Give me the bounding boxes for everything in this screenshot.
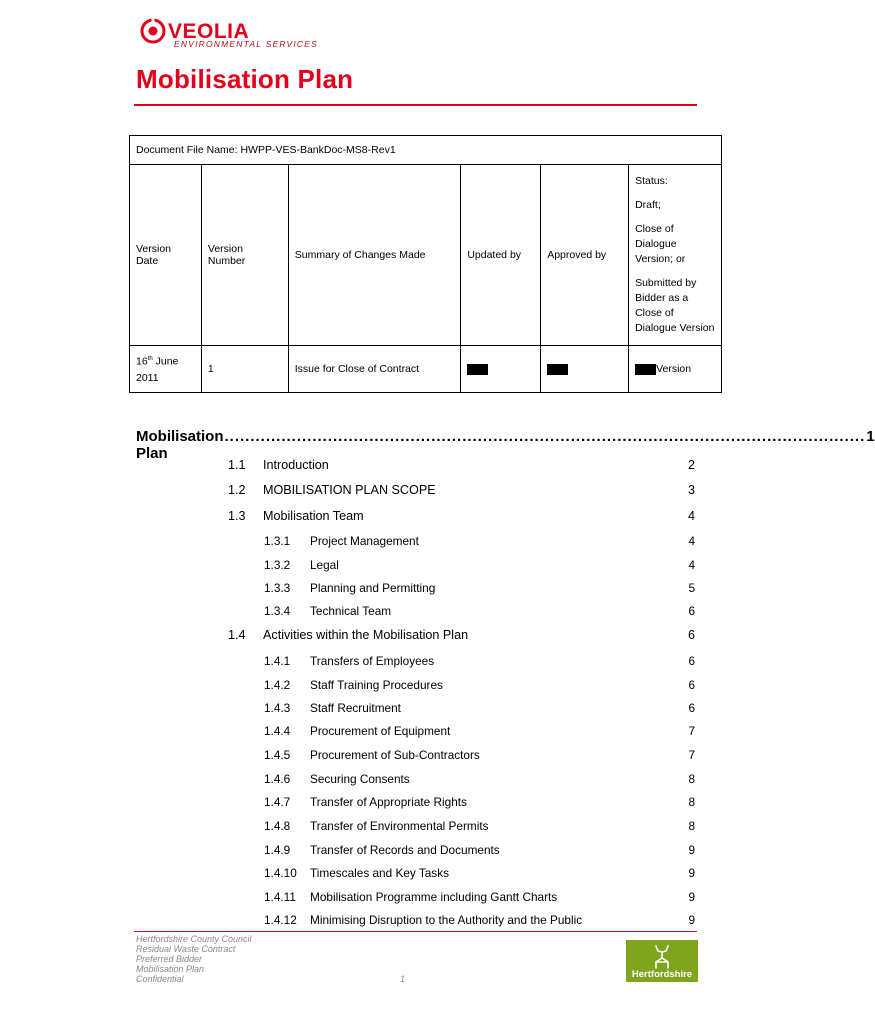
toc-entry[interactable]: [264, 581, 695, 595]
toc-entry[interactable]: [264, 913, 695, 927]
toc-entry[interactable]: [264, 819, 695, 833]
toc-entry-page: 9: [688, 843, 695, 857]
status-line: Submitted by Bidder as a Close of Dialogue Version: [635, 277, 715, 334]
toc-entry[interactable]: [264, 604, 695, 618]
row-summary: Issue for Close of Contract: [288, 346, 461, 393]
toc-entry[interactable]: [264, 795, 695, 809]
status-line: Close of Dialogue Version; or: [635, 223, 686, 265]
header-summary: Summary of Changes Made: [288, 165, 461, 346]
toc-entry-number: 1.4.8: [264, 819, 291, 833]
toc-entry-text: Staff Recruitment: [310, 701, 401, 715]
footer-line: Residual Waste Contract: [136, 944, 236, 954]
toc-entry-text: Securing Consents: [310, 772, 410, 786]
toc-leader-dots: ............................................................................................................................: [224, 428, 866, 445]
toc-entry-page: 5: [688, 581, 695, 595]
toc-entry-number: 1.4.11: [264, 890, 296, 904]
footer-line: Preferred Bidder: [136, 954, 203, 964]
redaction-block: [467, 364, 488, 375]
logo-name: VEOLIA: [168, 20, 250, 43]
toc-entry[interactable]: [264, 534, 695, 548]
date-rest: June 2011: [136, 355, 179, 385]
toc-entry-number: 1.4: [228, 628, 246, 642]
title-divider: [134, 104, 697, 106]
row-version-date: [130, 346, 202, 393]
toc-entry-text: Technical Team: [310, 604, 392, 618]
header-version-date: Version Date: [130, 165, 202, 346]
toc-entry-text: MOBILISATION PLAN SCOPE: [263, 483, 436, 497]
toc-entry-text: Activities within the Mobilisation Plan: [263, 628, 469, 642]
toc-entry-page: 6: [687, 628, 695, 642]
toc-entry-page: 6: [688, 701, 695, 715]
toc-entry[interactable]: [264, 866, 695, 880]
toc-entry-number: 1.3.3: [264, 581, 291, 595]
file-name-cell: Document File Name: HWPP-VES-BankDoc-MS8-Rev1: [130, 136, 722, 165]
toc-entry-page: 7: [688, 724, 695, 738]
toc-entry-text: Minimising Disruption to the Authority and the Public: [310, 913, 583, 927]
toc-entry-text: Introduction: [263, 458, 329, 472]
toc-entry[interactable]: [264, 724, 695, 738]
toc-entry-text: Mobilisation Team: [263, 509, 364, 523]
toc-entry-page: 6: [688, 678, 695, 692]
toc-entry-text: Procurement of Sub-Contractors: [310, 748, 480, 762]
toc-entry-number: 1.1: [228, 458, 246, 472]
toc-entry-page: 6: [688, 604, 695, 618]
toc-entry-text: Transfer of Records and Documents: [310, 843, 500, 857]
toc-entry-number: 1.4.1: [264, 654, 291, 668]
redaction-block: [635, 364, 656, 375]
toc-entry-number: 1.4.6: [264, 772, 291, 786]
toc-entry-number: 1.3.1: [264, 534, 291, 548]
header-version-number: Version Number: [201, 165, 288, 346]
hertfordshire-logo-text: Hertfordshire: [631, 969, 693, 980]
toc-heading[interactable]: [136, 428, 875, 462]
footer-divider: [134, 931, 697, 932]
toc-entry-page: 4: [688, 534, 695, 548]
toc-entry[interactable]: [228, 509, 695, 523]
toc-entry-number: 1.4.2: [264, 678, 291, 692]
toc-heading-text: Mobilisation Plan: [136, 428, 224, 462]
toc-entry-page: 6: [688, 654, 695, 668]
logo-tagline: ENVIRONMENTAL SERVICES: [174, 39, 319, 49]
toc-entry-number: 1.4.10: [264, 866, 297, 880]
toc-entry[interactable]: [264, 678, 695, 692]
toc-entry-text: Mobilisation Programme including Gantt Charts: [310, 890, 558, 904]
toc-entry-page: 7: [688, 748, 695, 762]
toc-entry-page: 9: [688, 890, 695, 904]
veolia-logo-icon: [140, 18, 166, 44]
toc-entry-page: 3: [687, 483, 695, 497]
toc-entry-number: 1.4.9: [264, 843, 291, 857]
redaction-block: [547, 364, 568, 375]
toc-entry[interactable]: [264, 772, 695, 786]
date-day: 16: [136, 355, 148, 368]
toc-entry-page: 8: [688, 795, 695, 809]
toc-entry-page: 2: [687, 458, 695, 472]
toc-entry-text: Procurement of Equipment: [310, 724, 451, 738]
toc-entry-number: 1.4.3: [264, 701, 291, 715]
toc-entry-page: 4: [688, 558, 695, 572]
toc-entry-number: 1.4.5: [264, 748, 291, 762]
toc-entry[interactable]: [264, 748, 695, 762]
status-line: Draft;: [635, 199, 661, 211]
toc-entry[interactable]: [264, 701, 695, 715]
status-line: Status:: [635, 175, 668, 187]
toc-entry-text: Staff Training Procedures: [310, 678, 443, 692]
toc-entry-page: 8: [688, 772, 695, 786]
toc-entry-number: 1.3.4: [264, 604, 291, 618]
toc-entry-text: Timescales and Key Tasks: [310, 866, 449, 880]
toc-entry-number: 1.4.12: [264, 913, 297, 927]
row-updated-by: [461, 346, 541, 393]
veolia-logo: [140, 18, 340, 54]
toc-entry-text: Planning and Permitting: [310, 581, 436, 595]
row-approved-by: [541, 346, 629, 393]
footer-line: Mobilisation Plan: [136, 964, 205, 974]
toc-entry[interactable]: [228, 483, 695, 497]
toc-entry-number: 1.3: [228, 509, 246, 523]
toc-entry-number: 1.4.7: [264, 795, 291, 809]
toc-entry[interactable]: [264, 843, 695, 857]
toc-entry-number: 1.3.2: [264, 558, 291, 572]
toc-entry-text: Transfer of Environmental Permits: [310, 819, 489, 833]
toc-entry-number: 1.2: [228, 483, 246, 497]
row-status-text: Version: [656, 363, 692, 375]
toc-entry[interactable]: [264, 654, 695, 668]
toc-entry[interactable]: [264, 558, 695, 572]
toc-entry-page: 4: [687, 509, 695, 523]
toc-heading-page: 1: [866, 428, 875, 445]
document-control-table: [129, 135, 722, 393]
document-title: Mobilisation Plan: [136, 64, 354, 94]
date-suffix: th: [147, 355, 153, 362]
footer-line: Hertfordshire County Council: [136, 934, 252, 944]
header-updated-by: Updated by: [461, 165, 541, 346]
toc-entry[interactable]: [264, 890, 695, 904]
toc-entry-text: Transfer of Appropriate Rights: [310, 795, 467, 809]
toc-entry[interactable]: [228, 458, 695, 472]
toc-entry-page: 8: [688, 819, 695, 833]
toc-entry-page: 9: [688, 866, 695, 880]
toc-entry-text: Legal: [310, 558, 339, 572]
footer-line: Confidential: [136, 974, 184, 984]
header-status: [629, 165, 722, 346]
toc-entry-text: Project Management: [310, 534, 419, 548]
hertfordshire-logo: [626, 940, 698, 982]
toc-entry-number: 1.4.4: [264, 724, 291, 738]
page-number: 1: [400, 974, 406, 984]
row-version-number: 1: [201, 346, 288, 393]
toc-entry[interactable]: [228, 628, 695, 642]
hart-icon: [626, 940, 698, 970]
footer-text: [136, 934, 252, 984]
row-status: [629, 346, 722, 393]
header-approved-by: Approved by: [541, 165, 629, 346]
toc-entry-text: Transfers of Employees: [310, 654, 435, 668]
toc-entry-page: 9: [688, 913, 695, 927]
